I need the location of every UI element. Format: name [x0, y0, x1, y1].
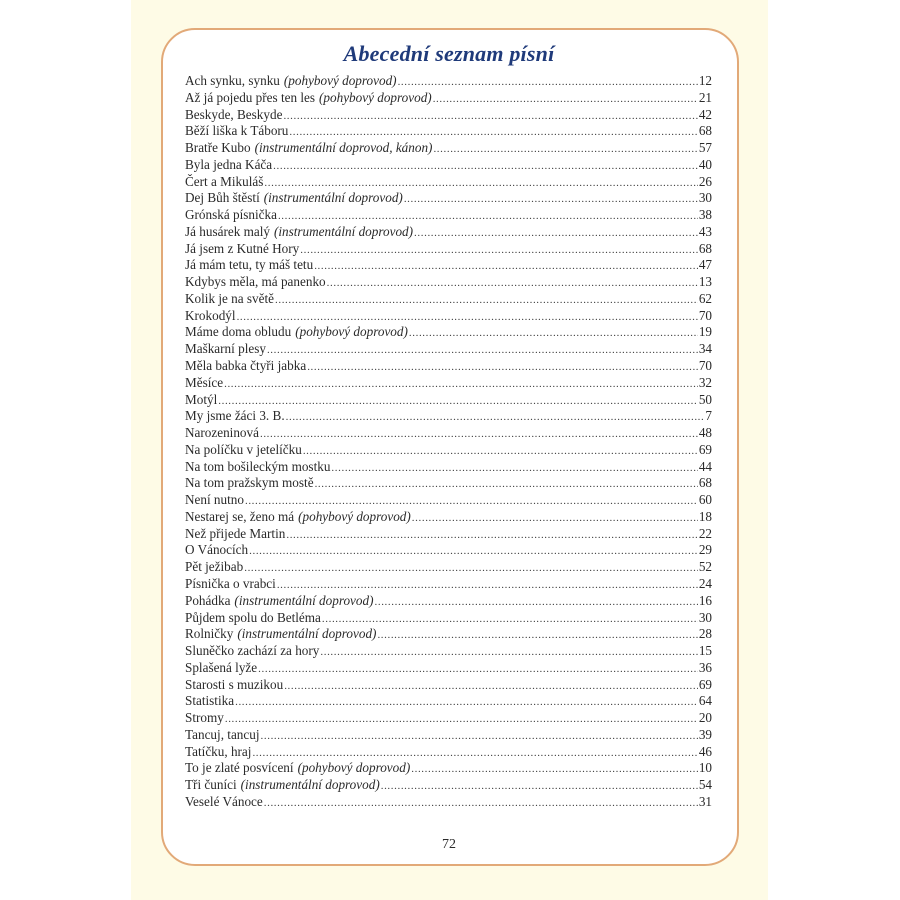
song-page-number: 15: [698, 643, 712, 659]
song-page-number: 29: [698, 542, 712, 558]
index-entry: [185, 375, 712, 392]
index-entry: [185, 492, 712, 509]
song-title: My jsme žáci 3. B.: [185, 408, 285, 424]
song-page-number: 31: [698, 793, 712, 809]
song-title: Grónská písnička: [185, 207, 277, 223]
dot-leader: [260, 426, 698, 442]
song-page-number: 32: [698, 374, 712, 390]
song-title: Byla jedna Káča: [185, 156, 273, 172]
dot-leader: [331, 460, 697, 476]
song-title: Veselé Vánoce: [185, 793, 263, 809]
song-page-number: 13: [698, 274, 712, 290]
song-title: Motýl: [185, 391, 218, 407]
index-entry: [185, 475, 712, 492]
song-title: Dej Bůh štěstí: [185, 190, 260, 206]
song-page-number: 54: [698, 777, 712, 793]
index-entry: [185, 341, 712, 358]
index-entry: [185, 744, 712, 761]
index-entry: [185, 291, 712, 308]
dot-leader: [404, 191, 698, 207]
index-entry: [185, 509, 712, 526]
song-title: Písnička o vrabci: [185, 575, 276, 591]
song-page-number: 18: [698, 508, 712, 524]
song-page-number: 30: [698, 609, 712, 625]
dot-leader: [320, 644, 697, 660]
song-title: Sluněčko zachází za hory: [185, 643, 320, 659]
song-page-number: 47: [698, 257, 712, 273]
dot-leader: [267, 342, 698, 358]
dot-leader: [315, 476, 698, 492]
index-entry: [185, 140, 712, 157]
song-title: Stromy: [185, 710, 224, 726]
dot-leader: [433, 141, 697, 157]
song-title: Než přijede Martin: [185, 525, 286, 541]
index-entry: [185, 190, 712, 207]
song-title: O Vánocích: [185, 542, 249, 558]
song-page-number: 57: [698, 140, 712, 156]
song-page-number: 34: [698, 341, 712, 357]
song-page-number: 21: [698, 89, 712, 105]
index-entry: [185, 442, 712, 459]
song-title: Bratře Kubo: [185, 140, 251, 156]
dot-leader: [245, 493, 698, 509]
dot-leader: [261, 728, 698, 744]
song-page-number: 68: [698, 240, 712, 256]
song-page-number: 28: [698, 626, 712, 642]
dot-leader: [286, 527, 697, 543]
index-entry: [185, 90, 712, 107]
dot-leader: [235, 694, 698, 710]
song-title: Běží liška k Táboru: [185, 123, 289, 139]
dot-leader: [283, 108, 697, 124]
index-entry: [185, 241, 712, 258]
song-page-number: 60: [698, 492, 712, 508]
index-entry: [185, 274, 712, 291]
song-page-number: 24: [698, 575, 712, 591]
dot-leader: [381, 778, 698, 794]
dot-leader: [249, 543, 698, 559]
song-title: Půjdem spolu do Betléma: [185, 609, 321, 625]
dot-leader: [244, 560, 698, 576]
index-entry: [185, 425, 712, 442]
index-entry: [185, 794, 712, 811]
song-page-number: 12: [698, 73, 712, 88]
song-page-number: 43: [698, 223, 712, 239]
song-title: Máme doma obludu: [185, 324, 292, 340]
index-entry: [185, 626, 712, 643]
song-page-number: 64: [698, 693, 712, 709]
song-title: Já mám tetu, ty máš tetu: [185, 257, 314, 273]
dot-leader: [398, 74, 698, 90]
song-page-number: 22: [698, 525, 712, 541]
song-page-number: 20: [698, 710, 712, 726]
song-page-number: 68: [698, 475, 712, 491]
dot-leader: [289, 124, 697, 140]
song-title: To je zlaté posvícení: [185, 760, 294, 776]
index-entry: [185, 459, 712, 476]
song-title: Tatíčku, hraj: [185, 743, 252, 759]
dot-leader: [375, 594, 698, 610]
index-entry: [185, 643, 712, 660]
song-title: Narozeninová: [185, 425, 259, 441]
index-entry: [185, 207, 712, 224]
index-entry: [185, 257, 712, 274]
song-title: Měsíce: [185, 374, 224, 390]
dot-leader: [286, 409, 705, 425]
index-entry: [185, 727, 712, 744]
index-entry: [185, 710, 712, 727]
song-page-number: 50: [698, 391, 712, 407]
dot-leader: [258, 661, 698, 677]
dot-leader: [322, 611, 698, 627]
dot-leader: [433, 91, 698, 107]
song-note: (instrumentální doprovod): [240, 777, 380, 793]
song-page-number: 48: [698, 425, 712, 441]
song-title: Pět ježibab: [185, 559, 244, 575]
song-title: Není nutno: [185, 492, 244, 508]
song-index-list: [185, 73, 712, 811]
song-page-number: 42: [698, 106, 712, 122]
dot-leader: [275, 292, 698, 308]
dot-leader: [412, 510, 698, 526]
dot-leader: [377, 627, 697, 643]
index-entry: [185, 224, 712, 241]
index-entry: [185, 660, 712, 677]
song-page-number: 70: [698, 358, 712, 374]
song-title: Na tom pražskym mostě: [185, 475, 314, 491]
index-entry: [185, 73, 712, 90]
dot-leader: [414, 225, 698, 241]
song-page-number: 36: [698, 659, 712, 675]
song-note: (pohybový doprovod): [295, 324, 408, 340]
song-note: (pohybový doprovod): [283, 73, 397, 88]
index-entry: [185, 174, 712, 191]
index-entry: [185, 358, 712, 375]
dot-leader: [284, 678, 698, 694]
song-title: Až já pojedu přes ten les: [185, 89, 316, 105]
song-page-number: 39: [698, 726, 712, 742]
dot-leader: [224, 376, 698, 392]
song-title: Pohádka: [185, 592, 231, 608]
dot-leader: [225, 711, 698, 727]
song-title: Kolik je na světě: [185, 290, 274, 306]
song-page-number: 16: [698, 592, 712, 608]
dot-leader: [277, 577, 698, 593]
dot-leader: [264, 175, 697, 191]
song-page-number: 26: [698, 173, 712, 189]
dot-leader: [409, 325, 698, 341]
song-note: (pohybový doprovod): [297, 760, 411, 776]
index-entry: [185, 107, 712, 124]
song-note: (instrumentální doprovod, kánon): [254, 140, 433, 156]
song-page-number: 38: [698, 207, 712, 223]
song-title: Tancuj, tancuj: [185, 726, 260, 742]
song-title: Já husárek malý: [185, 223, 270, 239]
song-note: (pohybový doprovod): [319, 89, 432, 105]
index-entry: [185, 760, 712, 777]
song-title: Ach synku, synku: [185, 73, 280, 88]
song-title: Starosti s muzikou: [185, 676, 284, 692]
song-note: (instrumentální doprovod): [273, 223, 414, 239]
dot-leader: [273, 158, 698, 174]
song-page-number: 69: [698, 441, 712, 457]
song-title: Na tom bošileckým mostku: [185, 458, 331, 474]
index-entry: [185, 526, 712, 543]
song-title: Kdybys měla, má panenko: [185, 274, 326, 290]
index-entry: [185, 576, 712, 593]
song-title: Beskyde, Beskyde: [185, 106, 283, 122]
song-title: Měla babka čtyři jabka: [185, 358, 307, 374]
song-title: Tři čuníci: [185, 777, 237, 793]
song-title: Já jsem z Kutné Hory: [185, 240, 300, 256]
page-title: Abecední seznam písní: [343, 41, 555, 66]
dot-leader: [218, 393, 698, 409]
index-entry: [185, 123, 712, 140]
index-entry: [185, 308, 712, 325]
dot-leader: [303, 443, 698, 459]
song-page-number: 52: [698, 559, 712, 575]
index-entry: [185, 677, 712, 694]
dot-leader: [314, 258, 698, 274]
song-title: Nestarej se, ženo má: [185, 508, 295, 524]
song-title: Maškarní plesy: [185, 341, 266, 357]
index-entry: [185, 559, 712, 576]
song-title: Na políčku v jetelíčku: [185, 441, 302, 457]
dot-leader: [327, 275, 698, 291]
song-title: Rolničky: [185, 626, 234, 642]
song-page-number: 69: [698, 676, 712, 692]
index-entry: [185, 157, 712, 174]
song-page-number: 62: [698, 290, 712, 306]
song-page-number: 7: [705, 408, 712, 424]
song-title: Splašená lyže: [185, 659, 258, 675]
index-entry: [185, 408, 712, 425]
song-page-number: 19: [698, 324, 712, 340]
song-page-number: 10: [698, 760, 712, 776]
song-title: Krokodýl: [185, 307, 236, 323]
dot-leader: [278, 208, 698, 224]
song-note: (instrumentální doprovod): [263, 190, 403, 206]
song-title: Statistika: [185, 693, 235, 709]
song-page-number: 46: [698, 743, 712, 759]
index-entry: [185, 693, 712, 710]
song-page-number: 30: [698, 190, 712, 206]
song-page-number: 40: [698, 156, 712, 172]
dot-leader: [264, 795, 698, 811]
index-entry: [185, 392, 712, 409]
index-entry: [185, 324, 712, 341]
page-number: 72: [442, 837, 456, 852]
song-page-number: 44: [698, 458, 712, 474]
index-entry: [185, 610, 712, 627]
dot-leader: [307, 359, 698, 375]
dot-leader: [237, 309, 698, 325]
song-page-number: 68: [698, 123, 712, 139]
song-page-number: 70: [698, 307, 712, 323]
song-note: (instrumentální doprovod): [237, 626, 377, 642]
song-note: (instrumentální doprovod): [234, 592, 374, 608]
dot-leader: [300, 242, 698, 258]
song-title: Čert a Mikuláš: [185, 173, 264, 189]
song-note: (pohybový doprovod): [298, 508, 411, 524]
index-entry: [185, 542, 712, 559]
index-entry: [185, 593, 712, 610]
dot-leader: [252, 745, 697, 761]
dot-leader: [411, 761, 698, 777]
index-entry: [185, 777, 712, 794]
